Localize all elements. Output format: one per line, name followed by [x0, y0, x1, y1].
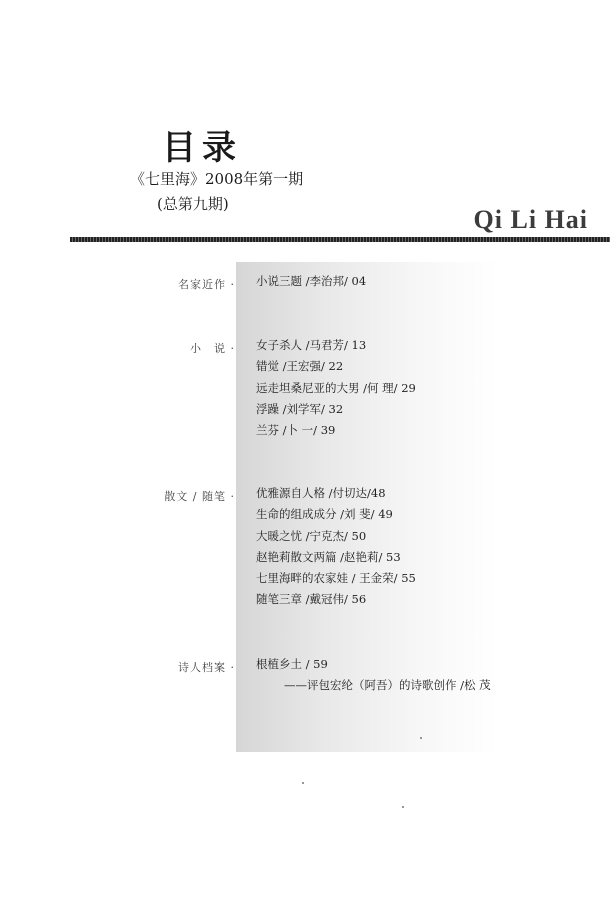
- journal-brand: Qi Li Hai: [473, 205, 588, 234]
- toc-entry[interactable]: 浮躁 /刘学军/ 32: [256, 401, 344, 416]
- toc-entry[interactable]: 根植乡土 / 59: [256, 657, 328, 671]
- scan-speck: [420, 737, 422, 739]
- toc-entry[interactable]: 女子杀人 /马君芳/ 13: [256, 338, 367, 352]
- toc-entry[interactable]: 七里海畔的农家娃 / 王金荣/ 55: [256, 571, 416, 586]
- toc-entry[interactable]: 生命的组成成分 /刘 斐/ 49: [256, 507, 393, 522]
- toc-entry[interactable]: 远走坦桑尼亚的大男 /何 理/ 29: [256, 380, 416, 395]
- scan-speck: [402, 806, 404, 808]
- toc-entry[interactable]: 赵艳莉散文两篇 /赵艳莉/ 53: [256, 549, 401, 564]
- section-items-poets: [256, 654, 491, 697]
- toc-entry[interactable]: 优雅源自人格 /付切达/48: [256, 486, 386, 500]
- cumulative-issue: (总第九期): [157, 195, 229, 213]
- toc-entry[interactable]: 错觉 /王宏强/ 22: [256, 359, 344, 374]
- section-category-essays: 散文 / 随笔 ·: [164, 490, 235, 503]
- toc-entry[interactable]: 小说三题 /李治邦/ 04: [256, 274, 367, 288]
- section-items-featured: [256, 271, 366, 292]
- toc-entry[interactable]: 兰芬 /卜 一/ 39: [256, 423, 336, 438]
- scan-speck: [302, 782, 304, 784]
- toc-entry[interactable]: 随笔三章 /戴冠伟/ 56: [256, 592, 367, 607]
- page-title: 目录: [162, 128, 242, 168]
- section-category-poets: 诗人档案 ·: [178, 661, 235, 674]
- section-category-fiction: 小 说 ·: [190, 342, 235, 355]
- header-rule: [70, 237, 610, 242]
- journal-issue-line: 《七里海》2008年第一期: [130, 170, 304, 188]
- toc-entry-subtitle[interactable]: ——评包宏纶（阿吾）的诗歌创作 /松 茂: [284, 678, 491, 693]
- toc-entry[interactable]: 大暖之忧 /宁克杰/ 50: [256, 528, 367, 543]
- section-category-featured: 名家近作 ·: [178, 278, 235, 291]
- section-items-fiction: [256, 335, 416, 441]
- section-items-essays: [256, 483, 416, 611]
